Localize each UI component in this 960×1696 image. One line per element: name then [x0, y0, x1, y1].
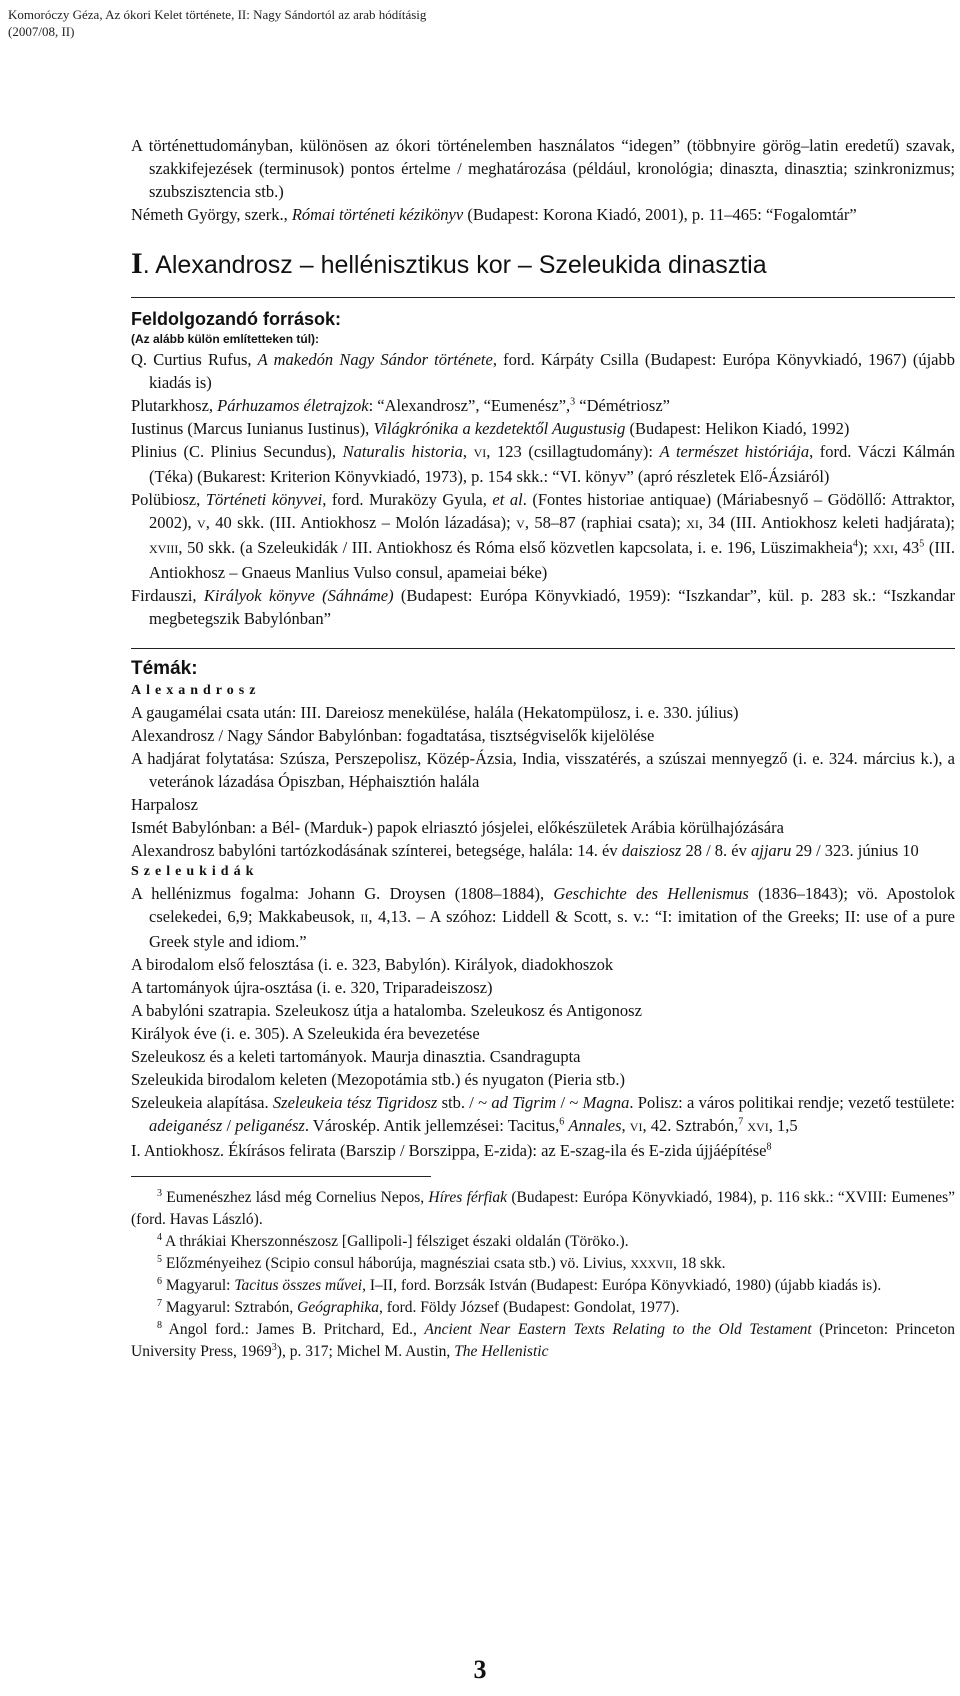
- topic-item: Szeleukosz és a keleti tartományok. Maurja dinasztia. Csandragupta: [131, 1047, 581, 1066]
- page-body: [131, 134, 955, 1363]
- topic-item-antiochos: I. Antiokhosz. Ékírásos felirata (Barszip / Borszippa, E-zida): az E-szag-ila és E-zida újjáépítése$^8$: [131, 1141, 772, 1160]
- footnote-7: $^7$ Magyarul: Sztrabón, Geógraphika, ford. Földy József (Budapest: Gondolat, 1977).: [157, 1297, 680, 1316]
- topic-item: Alexandrosz / Nagy Sándor Babylónban: fogadtatása, tisztségviselők kijelölése: [131, 726, 655, 745]
- intro-block: [131, 134, 955, 226]
- topic-item: A hadjárat folytatása: Szúsza, Perszepolisz, Közép-Ázsia, India, visszatérés, a szúszai mennyegző (i. e. 324. március k.), a veteránok lázadása Ópiszban, Héphaisztión halála: [131, 749, 955, 791]
- footnote-ref-7[interactable]: 7: [738, 1116, 744, 1128]
- topics-heading: Témák:: [131, 658, 198, 679]
- topic-item: Királyok éve (i. e. 305). A Szeleukida éra bevezetése: [131, 1024, 480, 1043]
- sources-subheading: (Az alább külön említetteken túl):: [131, 332, 320, 346]
- footnote-4: $^4$ A thrákiai Kherszonnészosz [Gallipoli-] félsziget északi oldalán (Töröko.).: [157, 1231, 629, 1250]
- running-head-title: Komoróczy Géza, Az ókori Kelet története, II: Nagy Sándortól az arab hódításig: [8, 7, 427, 22]
- running-head-date: (2007/08, II): [8, 24, 75, 39]
- source-plutarch: Plutarkhosz, Párhuzamos életrajzok: “Alexandrosz”, “Eumenész”,$^3$ “Démétriosz”: [131, 396, 670, 415]
- seleucid-heading: Szeleukidák: [131, 864, 259, 879]
- topic-item: Szeleukida birodalom keleten (Mezopotámia stb.) és nyugaton (Pieria stb.): [131, 1070, 625, 1089]
- running-head: [8, 6, 426, 40]
- source-iustinus: Iustinus (Marcus Iunianus Iustinus), Világkrónika a kezdetektől Augustusig (Budapest: Helikon Kiadó, 1992): [131, 419, 850, 438]
- footnote-ref-3[interactable]: 3: [570, 396, 576, 408]
- topic-item-hellenism: A hellénizmus fogalma: Johann G. Droysen (1808–1884), Geschichte des Hellenismus (1836–1843); vö. Apostolok cselekedei, 6,9; Makkabeusok, II, 4,13. – A szóhoz: Liddell & Scott, s. v.: “I: imitation of the Greeks; II: use of a pure Greek style and idiom.”: [131, 884, 956, 951]
- footnote-6: $^6$ Magyarul: Tacitus összes művei, I–II, ford. Borzsák István (Budapest: Európa Könyvkiadó, 1980) (újabb kiadás is).: [157, 1275, 882, 1294]
- intro-reference: Németh György, szerk., Római történeti kézikönyv (Budapest: Korona Kiadó, 2001), p. 11–465: “Fogalomtár”: [131, 205, 857, 224]
- topic-item: A gaugamélai csata után: III. Dareiosz menekülése, halála (Hekatompülosz, i. e. 330. július): [131, 703, 739, 722]
- alexandros-heading: Alexandrosz: [131, 683, 261, 698]
- footnote-3: $^3$ Eumenészhez lásd még Cornelius Nepos, Híres férfiak (Budapest: Európa Könyvkiadó, 1984), p. 116 skk.: “XVIII: Eumenes” (ford. Havas László).: [131, 1187, 955, 1228]
- source-curtius: Q. Curtius Rufus, A makedón Nagy Sándor története, ford. Kárpáty Csilla (Budapest: Európa Könyvkiadó, 1967) (újabb kiadás is): [131, 350, 955, 392]
- footnote-5: $^5$ Előzményeihez (Scipio consul háborúja, magnésziai csata stb.) vö. Livius, XXXVII, 18 skk.: [157, 1253, 726, 1272]
- topic-item: Ismét Babylónban: a Bél- (Marduk-) papok elriasztó jósjelei, előkészületek Arábia körülhajózására: [131, 818, 784, 837]
- section-title: [131, 248, 955, 298]
- footnote-8: $^8$ Angol ford.: James B. Pritchard, Ed., Ancient Near Eastern Texts Relating to the Old Testament (Princeton: Princeton University Press, 1969$^3$), p. 317; Michel M. Austin, The Hellenistic: [131, 1319, 955, 1360]
- footnote-ref-6[interactable]: 6: [559, 1116, 565, 1128]
- intro-paragraph: A történettudományban, különösen az ókori történelemben használatos “idegen” (többnyire görög–latin eredetű) szavak, szakkifejezések (terminusok) pontos értelme / meghatározása (például, kronológia; dinaszta, dinasztia; szinkronizmus; szubszisztencia stb.): [131, 136, 955, 201]
- topic-item: Harpalosz: [131, 795, 198, 814]
- footnote-ref-4[interactable]: 4: [852, 538, 858, 550]
- topic-item: A tartományok újra-osztása (i. e. 320, Triparadeiszosz): [131, 978, 493, 997]
- topic-item-death: Alexandrosz babylóni tartózkodásának színterei, betegsége, halála: 14. év daisziosz 28 / 8. év ajjaru 29 / 323. június 10: [131, 841, 919, 860]
- topic-item: A babylóni szatrapia. Szeleukosz útja a hatalomba. Szeleukosz és Antigonosz: [131, 1001, 642, 1020]
- section-title-text: . Alexandrosz – hellénisztikus kor – Szeleukida dinasztia: [142, 251, 767, 279]
- footnote-divider: [131, 1176, 431, 1177]
- source-polybios: Polübiosz, Történeti könyvei, ford. Muraközy Gyula, et al. (Fontes historiae antiquae) (Máriabesnyő – Gödöllő: Attraktor, 2002), V, 40 skk. (III. Antiokhosz – Molón lázadása); V, 58–87 (raphiai csata); XI, 34 (III. Antiokhosz keleti hadjárata); XVIII, 50 skk. (a Szeleukidák / III. Antiokhosz és Róma első közvetlen kapcsolata, i. e. 196, Lüszimakheia$^4$); XXI, $43^5$ (III. Antiokhosz – Gnaeus Manlius Vulso consul, apameiai béke): [131, 490, 955, 582]
- footnote-ref-8[interactable]: 8: [766, 1141, 772, 1153]
- section-numeral: I: [131, 247, 143, 280]
- source-firdausi: Firdauszi, Királyok könyve (Sáhnáme) (Budapest: Európa Könyvkiadó, 1959): “Iszkandar”, kül. p. 283 sk.: “Iszkandar megbetegszik Babylónban”: [131, 586, 956, 628]
- footnote-ref-5[interactable]: 5: [919, 538, 925, 550]
- footnotes: [131, 1187, 955, 1363]
- reference-title: Római történeti kézikönyv: [291, 205, 464, 224]
- source-plinius: Plinius (C. Plinius Secundus), Naturalis historia, VI, 123 (csillagtudomány): A természet históriája, ford. Váczi Kálmán (Téka) (Bukarest: Kriterion Könyvkiadó, 1973), p. 154 skk.: “VI. könyv” (apró részletek Elő-Ázsiáról): [131, 442, 956, 486]
- topics-divider: [131, 648, 955, 649]
- topic-item-seleukeia: Szeleukeia alapítása. Szeleukeia tész Tigridosz stb. / ~ ad Tigrim / ~ Magna. Polisz: a város politikai rendje; vezető testülete: adeiganész / peliganész. Városkép. Antik jellemzései: Tacitus,$^6$ Annales, VI, 42. Sztrabón,$^7$ XVI, 1,5: [131, 1093, 955, 1135]
- page-number: 3: [473, 1655, 487, 1684]
- topic-item: A birodalom első felosztása (i. e. 323, Babylón). Királyok, diadokhoszok: [131, 955, 614, 974]
- sources-heading: Feldolgozandó források:: [131, 309, 342, 329]
